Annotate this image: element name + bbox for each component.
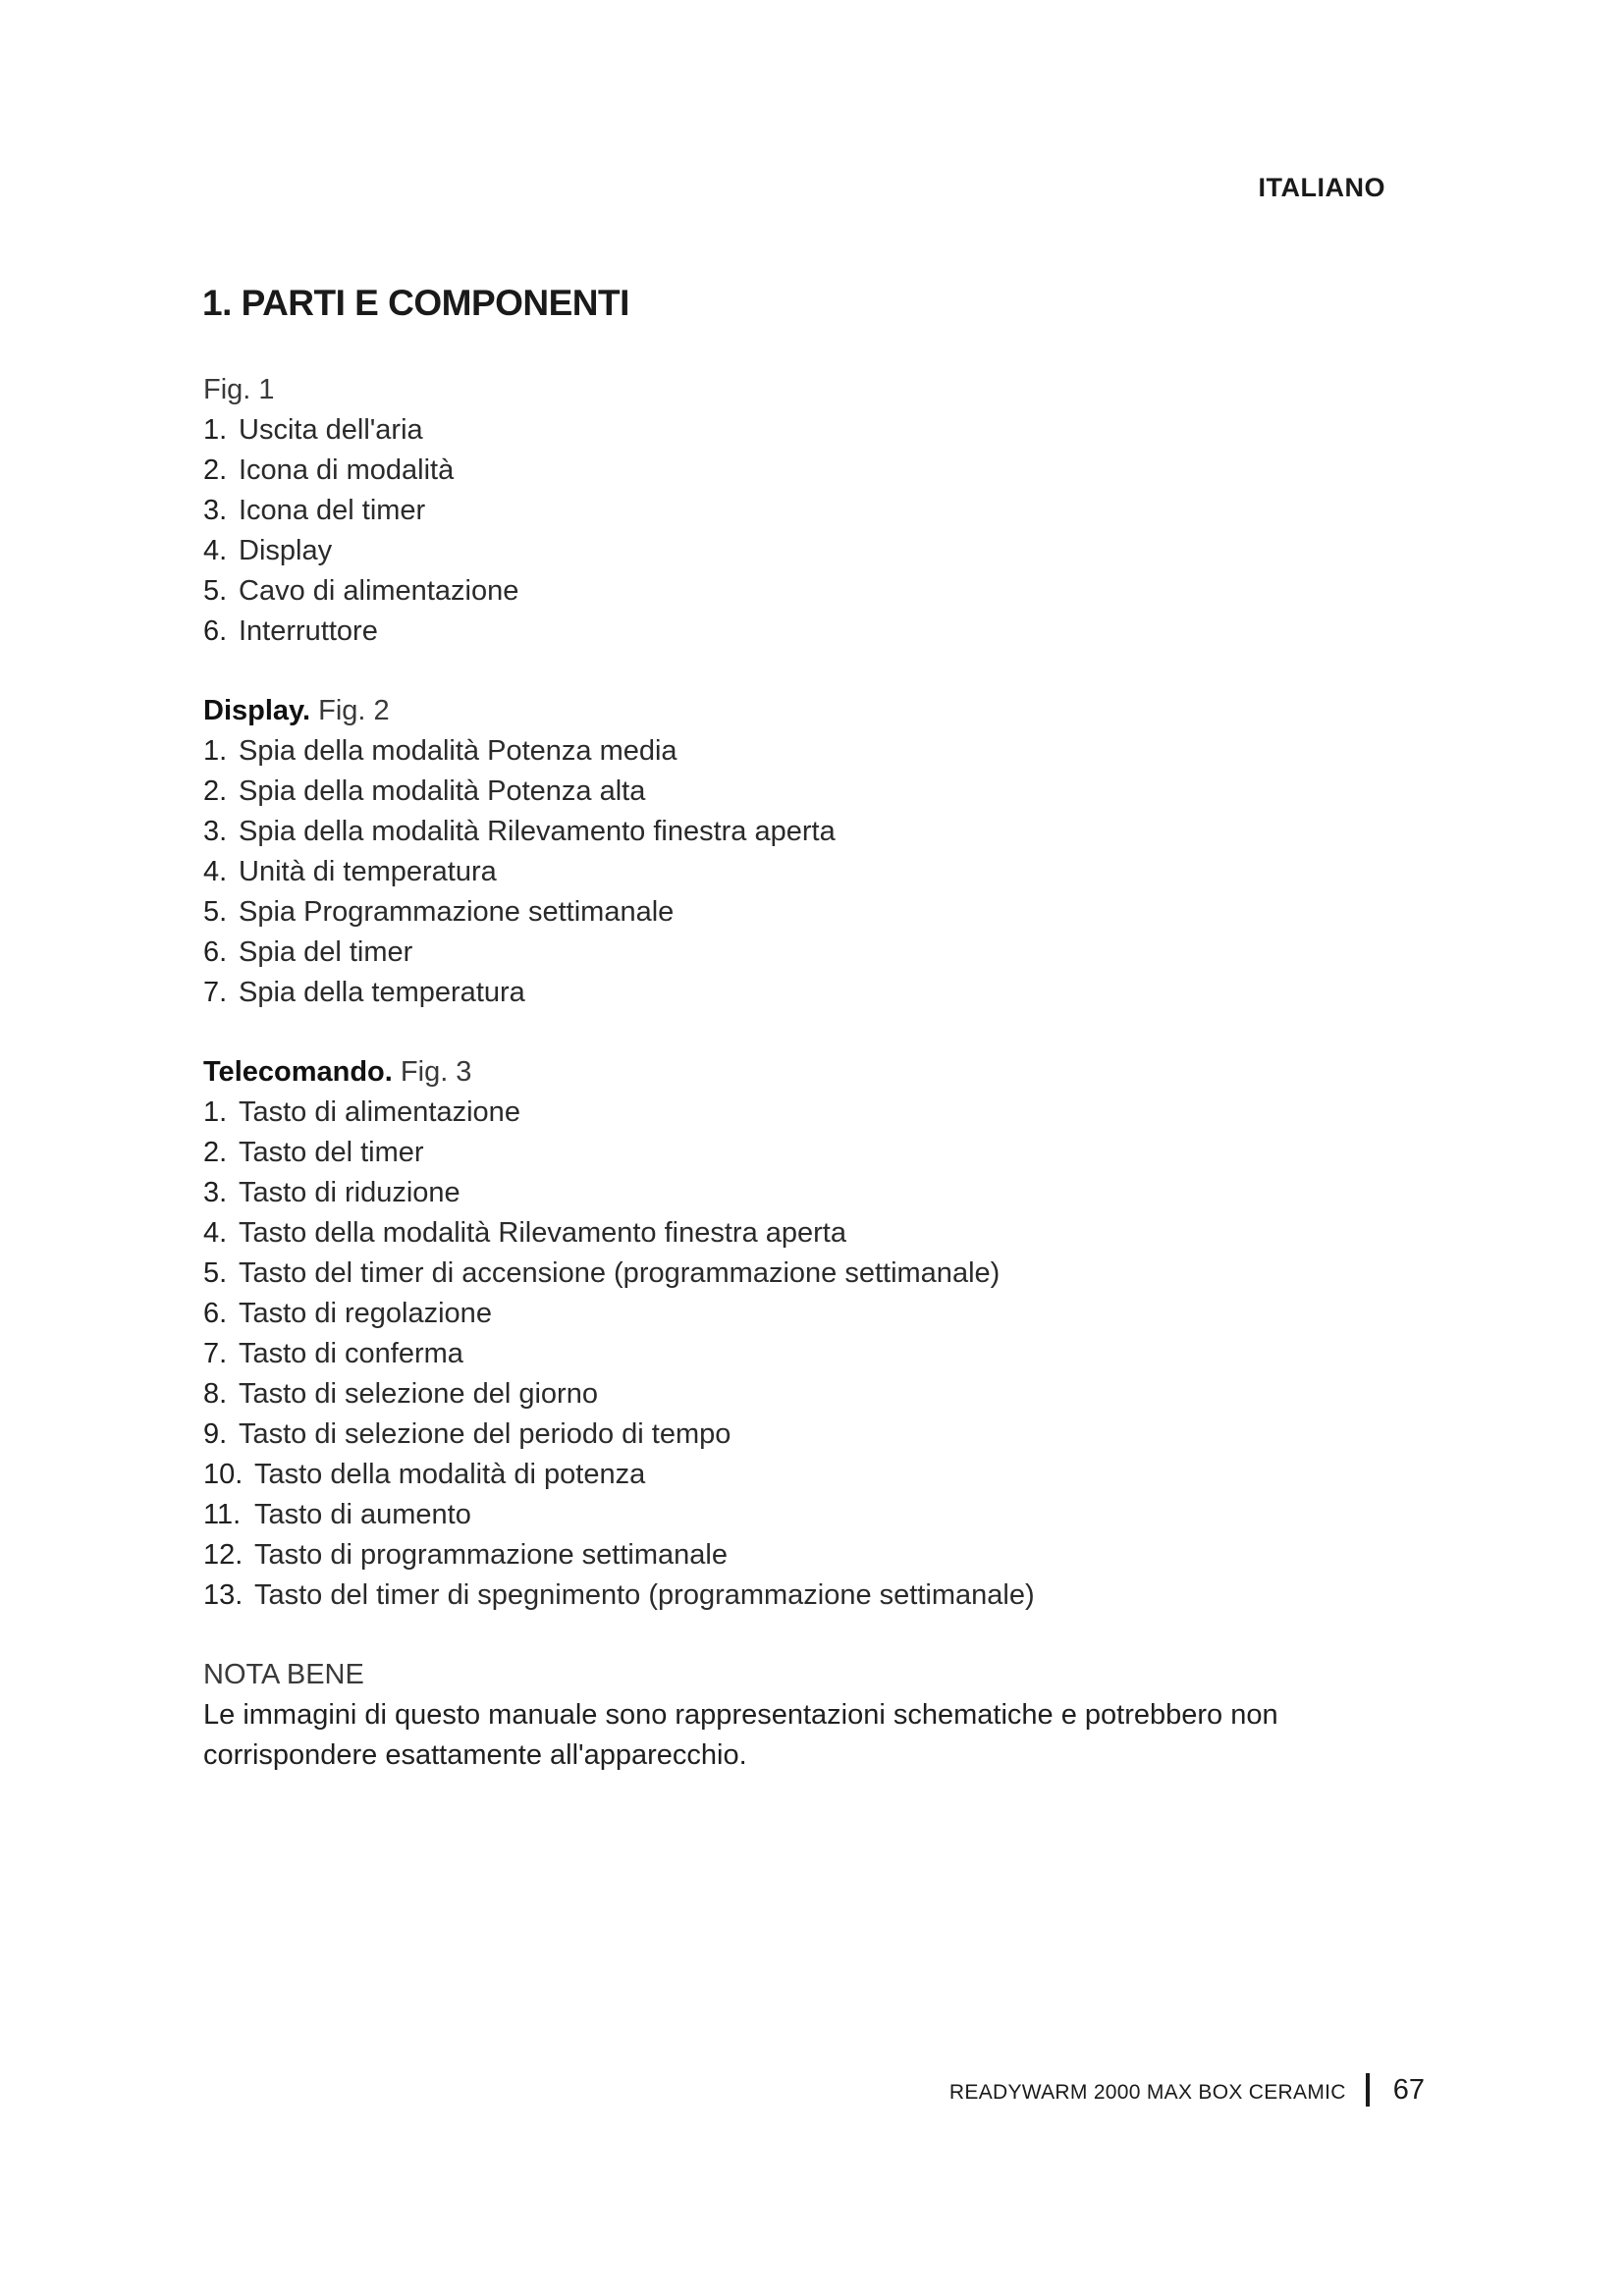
- list-item: [203, 1213, 1421, 1254]
- item-text: Tasto di selezione del giorno: [239, 1378, 598, 1410]
- item-text: Icona del timer: [239, 495, 426, 526]
- item-number: 6.: [203, 615, 228, 647]
- fig1-label: Fig. 1: [203, 374, 275, 405]
- item-text: Spia della modalità Potenza alta: [239, 775, 646, 807]
- item-text: Spia della temperatura: [239, 977, 525, 1008]
- list-item: [203, 491, 1421, 531]
- list-item: [203, 1173, 1421, 1213]
- item-number: 1.: [203, 414, 228, 446]
- list-item: [203, 571, 1421, 612]
- list-item: [203, 933, 1421, 973]
- remote-heading-title: Telecomando.: [203, 1056, 393, 1088]
- item-number: 3.: [203, 1177, 228, 1208]
- item-text: Tasto di programmazione settimanale: [254, 1539, 728, 1571]
- list-item: [203, 1575, 1421, 1616]
- list-item: [203, 1535, 1421, 1575]
- display-heading-fig: Fig. 2: [318, 695, 390, 726]
- item-text: Spia della modalità Rilevamento finestra aperta: [239, 816, 836, 847]
- footer-divider: [1366, 2073, 1370, 2107]
- item-text: Display: [239, 535, 333, 566]
- remote-heading: [203, 1052, 1421, 1093]
- item-text: Tasto di aumento: [254, 1499, 471, 1530]
- item-number: 5.: [203, 575, 228, 607]
- item-text: Tasto del timer: [239, 1137, 424, 1168]
- list-item: [203, 731, 1421, 772]
- list-item: [203, 1455, 1421, 1495]
- list-item: [203, 1093, 1421, 1133]
- note-text: Le immagini di questo manuale sono rappresentazioni schematiche e potrebbero non corrispondere esattamente all'apparecchio.: [203, 1699, 1278, 1771]
- note-title: NOTA BENE: [203, 1659, 364, 1690]
- item-number: 6.: [203, 1298, 228, 1329]
- item-number: 3.: [203, 495, 228, 526]
- item-text: Unità di temperatura: [239, 856, 497, 887]
- item-text: Tasto del timer di accensione (programmazione settimanale): [239, 1257, 1001, 1289]
- item-text: Interruttore: [239, 615, 378, 647]
- list-item: [203, 612, 1421, 652]
- item-number: 2.: [203, 454, 228, 486]
- display-heading: [203, 691, 1421, 731]
- item-text: Tasto di riduzione: [239, 1177, 460, 1208]
- item-text: Tasto della modalità Rilevamento finestra aperta: [239, 1217, 846, 1249]
- display-list: [203, 731, 1421, 1013]
- item-number: 4.: [203, 856, 228, 887]
- list-item: [203, 531, 1421, 571]
- item-text: Tasto del timer di spegnimento (programmazione settimanale): [254, 1579, 1035, 1611]
- item-number: 10.: [203, 1459, 244, 1490]
- language-label: ITALIANO: [1258, 173, 1385, 202]
- list-item: [203, 1495, 1421, 1535]
- item-number: 2.: [203, 775, 228, 807]
- document-body: [203, 370, 1421, 1815]
- item-number: 3.: [203, 816, 228, 847]
- item-number: 5.: [203, 896, 228, 928]
- list-item: [203, 1294, 1421, 1334]
- item-text: Cavo di alimentazione: [239, 575, 519, 607]
- list-item: [203, 451, 1421, 491]
- list-item: [203, 1254, 1421, 1294]
- item-number: 1.: [203, 735, 228, 767]
- display-block: [203, 691, 1421, 1013]
- item-text: Uscita dell'aria: [239, 414, 423, 446]
- fig1-block: [203, 370, 1421, 652]
- item-text: Tasto di regolazione: [239, 1298, 492, 1329]
- list-item: [203, 812, 1421, 852]
- list-item: [203, 772, 1421, 812]
- item-text: Tasto di conferma: [239, 1338, 463, 1369]
- remote-list: [203, 1093, 1421, 1616]
- display-heading-title: Display.: [203, 695, 311, 726]
- footer-product-name: READYWARM 2000 MAX BOX CERAMIC: [948, 2081, 1346, 2104]
- fig1-list: [203, 410, 1421, 652]
- list-item: [203, 410, 1421, 451]
- item-number: 7.: [203, 1338, 228, 1369]
- list-item: [203, 892, 1421, 933]
- item-text: Spia della modalità Potenza media: [239, 735, 677, 767]
- list-item: [203, 852, 1421, 892]
- item-text: Spia Programmazione settimanale: [239, 896, 675, 928]
- list-item: [203, 1374, 1421, 1415]
- list-item: [203, 1334, 1421, 1374]
- item-text: Spia del timer: [239, 936, 413, 968]
- list-item: [203, 1133, 1421, 1173]
- item-number: 4.: [203, 1217, 228, 1249]
- item-number: 11.: [203, 1499, 242, 1530]
- page-number: 67: [1392, 2073, 1425, 2106]
- item-number: 8.: [203, 1378, 228, 1410]
- item-text: Tasto di alimentazione: [239, 1096, 520, 1128]
- item-text: Icona di modalità: [239, 454, 455, 486]
- item-number: 6.: [203, 936, 228, 968]
- section-title: 1. PARTI E COMPONENTI: [202, 283, 629, 323]
- item-text: Tasto di selezione del periodo di tempo: [239, 1418, 731, 1450]
- item-number: 7.: [203, 977, 228, 1008]
- remote-heading-fig: Fig. 3: [400, 1056, 472, 1088]
- item-number: 4.: [203, 535, 228, 566]
- item-number: 5.: [203, 1257, 228, 1289]
- item-text: Tasto della modalità di potenza: [254, 1459, 646, 1490]
- item-number: 1.: [203, 1096, 228, 1128]
- item-number: 9.: [203, 1418, 228, 1450]
- list-item: [203, 1415, 1421, 1455]
- page-footer: [949, 2068, 1425, 2111]
- item-number: 2.: [203, 1137, 228, 1168]
- item-number: 13.: [203, 1579, 244, 1611]
- list-item: [203, 973, 1421, 1013]
- item-number: 12.: [203, 1539, 244, 1571]
- remote-block: [203, 1052, 1421, 1616]
- note-block: [203, 1655, 1421, 1776]
- fig1-heading: [203, 370, 1421, 410]
